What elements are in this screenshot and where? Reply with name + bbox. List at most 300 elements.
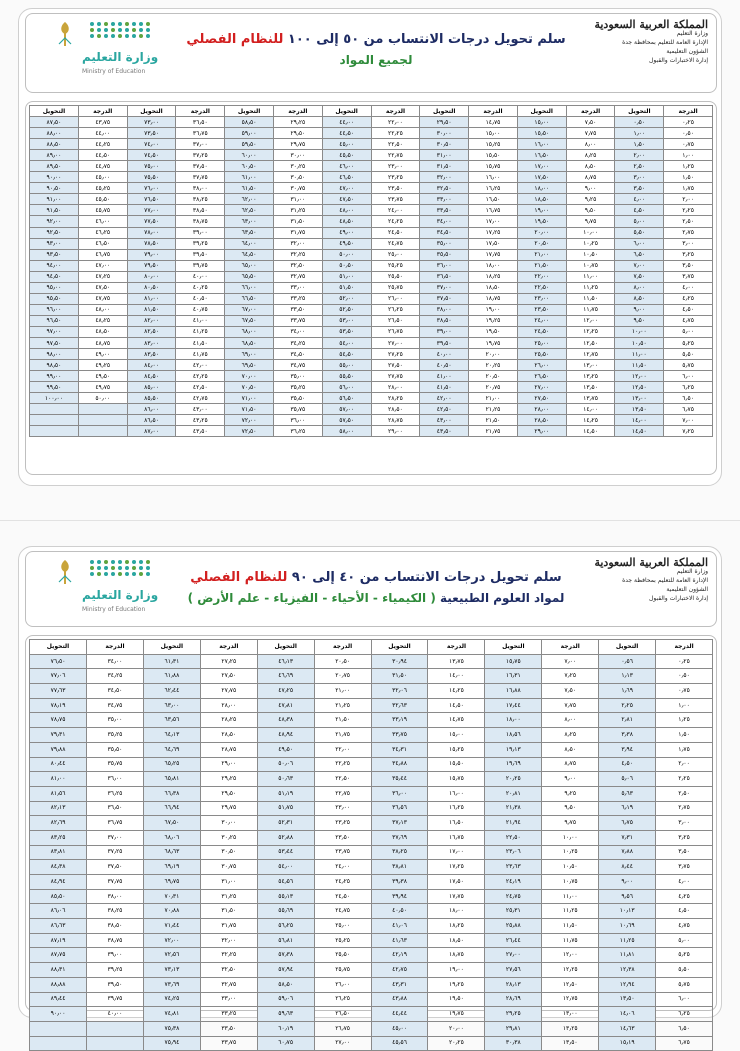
grade-cell: ١٩٫٢٥ bbox=[428, 977, 485, 992]
converted-cell: ٨٧٫١٩ bbox=[30, 933, 87, 948]
converted-cell: ٨٤٫٠٠ bbox=[127, 360, 176, 371]
grade-cell: ٣٠٫٥٠ bbox=[273, 172, 322, 183]
converted-cell: ١٨٫٠٠ bbox=[485, 713, 542, 728]
grade-cell: ١٤٫٠٠ bbox=[566, 404, 615, 415]
converted-cell: ٨٫٠٠ bbox=[615, 282, 664, 293]
converted-cell: ٦٩٫٧٥ bbox=[143, 875, 200, 890]
grade-cell: ١٠٫٠٠ bbox=[542, 830, 599, 845]
table-row bbox=[30, 713, 713, 728]
grade-cell: ٢٨٫٢٥ bbox=[371, 393, 420, 404]
converted-cell: ٥١٫٠٠ bbox=[322, 271, 371, 282]
converted-cell: ٤٣٫٣١ bbox=[371, 977, 428, 992]
grade-cell: ٣٦٫٠٠ bbox=[87, 772, 144, 787]
grade-cell: ١٦٫٠٠ bbox=[469, 172, 518, 183]
grade-cell: ١٢٫٥٠ bbox=[566, 337, 615, 348]
table-row bbox=[30, 801, 713, 816]
table-row bbox=[30, 128, 713, 139]
grade-cell: ٣٥٫٠٠ bbox=[87, 713, 144, 728]
converted-cell: ٥٢٫٥٠ bbox=[322, 304, 371, 315]
table-row bbox=[30, 161, 713, 172]
converted-cell: ٥٠٫٠٦ bbox=[257, 757, 314, 772]
conversion-grid bbox=[25, 635, 717, 1047]
converted-cell: ٤٦٫٠٠ bbox=[322, 161, 371, 172]
affairs-name: الشؤون التعليمية bbox=[666, 586, 708, 593]
converted-cell: ٦٣٫٠٠ bbox=[143, 698, 200, 713]
grade-cell: ١١٫٠٠ bbox=[542, 889, 599, 904]
converted-cell: ٧٣٫٠٠ bbox=[127, 117, 176, 128]
grade-cell: ٤٫٢٥ bbox=[664, 293, 713, 304]
grade-cell: ٣٫٧٥ bbox=[656, 860, 713, 875]
grade-cell: ١٣٫٥٠ bbox=[542, 1036, 599, 1051]
converted-cell: ٣٤٫٥٠ bbox=[420, 227, 469, 238]
converted-cell: ٨٨٫٣١ bbox=[30, 963, 87, 978]
grade-table-sheet-50-100 bbox=[18, 8, 722, 486]
header-grade: الدرجة bbox=[469, 106, 518, 117]
converted-cell: ٦١٫٨٨ bbox=[143, 669, 200, 684]
grade-cell: ٤٥٫٧٥ bbox=[78, 205, 127, 216]
grade-cell: ٤١٫٥٠ bbox=[176, 337, 225, 348]
grade-cell: ٣٣٫٢٥ bbox=[273, 293, 322, 304]
converted-cell: ٧٨٫١٩ bbox=[30, 698, 87, 713]
grade-cell: ٢٤٫٢٥ bbox=[371, 216, 420, 227]
converted-cell: ٨٨٫٥٠ bbox=[30, 139, 79, 150]
grade-cell: ٢٦٫٧٥ bbox=[371, 326, 420, 337]
grade-cell: ١٥٫٥٠ bbox=[428, 757, 485, 772]
grade-cell: ٣٦٫٢٥ bbox=[273, 426, 322, 437]
converted-cell: ٧٧٫٥٠ bbox=[127, 216, 176, 227]
grade-cell: ١٣٫٧٥ bbox=[428, 654, 485, 669]
grade-cell: ٠٫٢٥ bbox=[656, 654, 713, 669]
grade-cell: ٣٩٫٧٥ bbox=[87, 992, 144, 1007]
converted-cell: ١١٫٥٠ bbox=[615, 360, 664, 371]
grade-cell: ٢٦٫٠٠ bbox=[314, 977, 371, 992]
converted-cell: ٩٥٫٥٠ bbox=[30, 293, 79, 304]
dots-icon bbox=[90, 560, 151, 576]
grade-cell: ٢٣٫٧٥ bbox=[371, 194, 420, 205]
header-converted: التحويل bbox=[322, 106, 371, 117]
grade-cell: ٣٨٫٥٠ bbox=[87, 919, 144, 934]
converted-cell: ١٫٦٩ bbox=[599, 684, 656, 699]
grade-cell: ٧٫٥٠ bbox=[542, 684, 599, 699]
converted-cell: ٣٨٫٥٠ bbox=[420, 315, 469, 326]
grade-cell: ١٠٫٢٥ bbox=[566, 238, 615, 249]
converted-cell: ٧٣٫١٣ bbox=[143, 963, 200, 978]
header-converted: التحويل bbox=[371, 640, 428, 655]
converted-cell: ٥٣٫٠٠ bbox=[322, 315, 371, 326]
converted-cell: ٧٠٫٣١ bbox=[143, 889, 200, 904]
grade-cell: ٣١٫٠٠ bbox=[273, 194, 322, 205]
grade-cell: ٨٫٥٠ bbox=[566, 161, 615, 172]
grade-cell: ٣٩٫٠٠ bbox=[87, 948, 144, 963]
grade-cell: ٣٤٫٧٥ bbox=[87, 698, 144, 713]
converted-cell: ٥٨٫٥٠ bbox=[225, 117, 274, 128]
table-row bbox=[30, 1021, 713, 1036]
grade-cell: ٢٧٫٠٠ bbox=[314, 1036, 371, 1051]
grade-cell: ٧٫٢٥ bbox=[664, 426, 713, 437]
grade-cell: ٢٣٫٢٥ bbox=[371, 172, 420, 183]
grade-cell: ٣٢٫٢٥ bbox=[200, 948, 257, 963]
grade-cell: ٣٧٫٠٠ bbox=[176, 139, 225, 150]
converted-cell: ٢٤٫٠٠ bbox=[517, 315, 566, 326]
table-row bbox=[30, 772, 713, 787]
subtitle-subject: لمواد العلوم الطبيعية bbox=[440, 591, 565, 605]
converted-cell: ٦٧٫٠٠ bbox=[225, 304, 274, 315]
converted-cell: ٢٥٫٠٠ bbox=[517, 337, 566, 348]
grade-cell: ١٦٫٧٥ bbox=[469, 205, 518, 216]
grade-cell: ١٩٫٧٥ bbox=[428, 1007, 485, 1022]
grade-cell: ٢٧٫٠٠ bbox=[371, 337, 420, 348]
grade-cell: ١٦٫٥٠ bbox=[428, 816, 485, 831]
converted-cell: ١٣٫٥٠ bbox=[599, 992, 656, 1007]
grade-cell: ٤٫٢٥ bbox=[656, 889, 713, 904]
logo-arabic-text: وزارة التعليم bbox=[82, 588, 159, 602]
converted-cell: ٧٥٫٩٤ bbox=[143, 1036, 200, 1051]
grade-cell: ٢١٫٧٥ bbox=[314, 728, 371, 743]
grade-cell: ٢٩٫٠٠ bbox=[371, 426, 420, 437]
converted-cell: ٥٨٫٠٠ bbox=[322, 426, 371, 437]
grade-cell: ٣٩٫٥٠ bbox=[87, 977, 144, 992]
converted-cell: ٧٩٫٨٨ bbox=[30, 742, 87, 757]
grade-cell: ٢٦٫٠٠ bbox=[371, 293, 420, 304]
converted-cell: ٥٧٫٩٤ bbox=[257, 963, 314, 978]
kingdom-name: المملكة العربية السعودية bbox=[594, 556, 708, 569]
converted-cell: ٢٢٫٥٠ bbox=[517, 282, 566, 293]
grade-cell: ٢٠٫٥٠ bbox=[469, 371, 518, 382]
converted-cell: ٩٨٫٥٠ bbox=[30, 360, 79, 371]
grade-cell: ٤٤٫٥٠ bbox=[78, 150, 127, 161]
converted-cell: ٢٣٫٠٠ bbox=[517, 293, 566, 304]
converted-cell: ٦٨٫٦٣ bbox=[143, 845, 200, 860]
converted-cell: ٣٩٫٩٤ bbox=[371, 889, 428, 904]
table-row bbox=[30, 326, 713, 337]
converted-cell: ٩٫٠٠ bbox=[615, 304, 664, 315]
converted-cell: ٦٦٫٥٠ bbox=[225, 293, 274, 304]
admin-name: الإدارة العامة للتعليم بمحافظة جدة bbox=[622, 39, 708, 46]
grade-cell: ١٠٫٧٥ bbox=[566, 260, 615, 271]
table-row bbox=[30, 238, 713, 249]
converted-cell: ٤٧٫٠٠ bbox=[322, 183, 371, 194]
grade-cell: ٤٣٫٢٥ bbox=[176, 415, 225, 426]
converted-cell: ١٧٫٥٠ bbox=[517, 172, 566, 183]
grade-cell: ٢٤٫٢٥ bbox=[314, 875, 371, 890]
converted-cell: ٧٢٫٠٠ bbox=[225, 415, 274, 426]
converted-cell: ٢٫٢٥ bbox=[599, 698, 656, 713]
converted-cell: ٨٥٫٥٠ bbox=[127, 393, 176, 404]
converted-cell: ٢٥٫٥٠ bbox=[517, 349, 566, 360]
title-text: سلم تحويل درجات الانتساب من ٥٠ إلى ١٠٠ bbox=[283, 32, 566, 47]
table-row bbox=[30, 669, 713, 684]
grade-cell: ١٣٫٢٥ bbox=[542, 1021, 599, 1036]
table-row bbox=[30, 371, 713, 382]
table-row bbox=[30, 415, 713, 426]
grade-cell: ٤٩٫٧٥ bbox=[78, 382, 127, 393]
grade-cell: ٢٨٫٥٠ bbox=[200, 728, 257, 743]
header-grade: الدرجة bbox=[314, 640, 371, 655]
grade-cell: ١١٫٢٥ bbox=[566, 282, 615, 293]
converted-cell: ٢٠٫٥٠ bbox=[517, 238, 566, 249]
table-row bbox=[30, 742, 713, 757]
converted-cell: ٧٦٫٥٠ bbox=[30, 654, 87, 669]
converted-cell: ١٣٫٥٠ bbox=[615, 404, 664, 415]
converted-cell: ٩٣٫٠٠ bbox=[30, 238, 79, 249]
grade-cell: ٢٣٫٧٥ bbox=[314, 845, 371, 860]
converted-cell: ٦٨٫٠٠ bbox=[225, 326, 274, 337]
grade-cell: ٢٦٫٢٥ bbox=[314, 992, 371, 1007]
converted-cell: ٨٣٫٠٠ bbox=[127, 337, 176, 348]
converted-cell: ٣٨٫٢٥ bbox=[371, 845, 428, 860]
converted-cell: ٥٩٫٦٣ bbox=[257, 1007, 314, 1022]
grade-cell: ٣٠٫٠٠ bbox=[273, 150, 322, 161]
grade-cell: ٣٩٫٧٥ bbox=[176, 260, 225, 271]
table-row bbox=[30, 933, 713, 948]
table-row bbox=[30, 183, 713, 194]
converted-cell: ٢٣٫٥٠ bbox=[517, 304, 566, 315]
converted-cell: ٥٩٫٠٠ bbox=[225, 128, 274, 139]
converted-cell: ٤٨٫٥٠ bbox=[322, 216, 371, 227]
grade-cell: ٢١٫٠٠ bbox=[314, 684, 371, 699]
grade-cell: ١٨٫٥٠ bbox=[428, 933, 485, 948]
conversion-grid bbox=[25, 101, 717, 475]
converted-cell: ٢٤٫٥٠ bbox=[517, 326, 566, 337]
grade-cell: ٤٦٫٢٥ bbox=[78, 227, 127, 238]
grade-cell: ٠٫٢٥ bbox=[664, 117, 713, 128]
page-divider bbox=[0, 520, 740, 521]
grade-cell: ٧٫٢٥ bbox=[542, 669, 599, 684]
converted-cell: ١٩٫١٣ bbox=[485, 742, 542, 757]
converted-cell: ٩٤٫٥٠ bbox=[30, 271, 79, 282]
grade-cell: ١٧٫٠٠ bbox=[469, 216, 518, 227]
converted-cell: ٥٣٫٥٠ bbox=[322, 326, 371, 337]
converted-cell: ٣٠٫٣٨ bbox=[485, 1036, 542, 1051]
ministry-name: وزارة التعليم bbox=[676, 30, 708, 37]
grade-cell: ٥٫٢٥ bbox=[664, 337, 713, 348]
table-row bbox=[30, 349, 713, 360]
grade-cell: ١٢٫٧٥ bbox=[542, 992, 599, 1007]
grade-cell: ٣٢٫٢٥ bbox=[273, 249, 322, 260]
grade-cell: ٢٠٫٧٥ bbox=[314, 669, 371, 684]
converted-cell: ٣٤٫٨٨ bbox=[371, 757, 428, 772]
table-row bbox=[30, 117, 713, 128]
converted-cell: ٧٩٫٥٠ bbox=[127, 260, 176, 271]
grade-cell: ٢٢٫٢٥ bbox=[371, 128, 420, 139]
title-text: سلم تحويل درجات الانتساب من ٤٠ إلى ٩٠ bbox=[287, 570, 562, 585]
kingdom-name: المملكة العربية السعودية bbox=[594, 18, 708, 31]
table-row bbox=[30, 260, 713, 271]
grade-cell: ١٨٫٥٠ bbox=[469, 282, 518, 293]
converted-cell: ١٦٫٥٠ bbox=[517, 150, 566, 161]
grade-cell: ٣٣٫٥٠ bbox=[200, 1021, 257, 1036]
grade-cell: ٢٫٢٥ bbox=[656, 772, 713, 787]
converted-cell: ٣٦٫٥٠ bbox=[420, 271, 469, 282]
grade-cell: ١٫٢٥ bbox=[664, 161, 713, 172]
converted-cell: ٥٨٫٥٠ bbox=[257, 977, 314, 992]
header-grade: الدرجة bbox=[428, 640, 485, 655]
converted-cell: ٧٦٫٠٠ bbox=[127, 183, 176, 194]
converted-cell: ٦١٫٥٠ bbox=[225, 183, 274, 194]
grade-cell: ٤٨٫٥٠ bbox=[78, 326, 127, 337]
converted-cell: ١٦٫٠٠ bbox=[517, 139, 566, 150]
table-row bbox=[30, 150, 713, 161]
grade-cell: ١١٫٥٠ bbox=[566, 293, 615, 304]
grade-cell: ٤٧٫٥٠ bbox=[78, 282, 127, 293]
grade-cell: ٢٫٥٠ bbox=[664, 216, 713, 227]
admin-name: الإدارة العامة للتعليم بمحافظة جدة bbox=[622, 577, 708, 584]
converted-cell: ٣٫٩٤ bbox=[599, 742, 656, 757]
grade-cell: ١٧٫٥٠ bbox=[428, 875, 485, 890]
converted-cell: ١٠٫٦٩ bbox=[599, 919, 656, 934]
converted-cell: ٢٫٨١ bbox=[599, 713, 656, 728]
grade-cell: ٤٩٫٥٠ bbox=[78, 371, 127, 382]
grade-cell: ٣٣٫٥٠ bbox=[273, 304, 322, 315]
table-row bbox=[30, 172, 713, 183]
converted-cell: ٩٧٫٥٠ bbox=[30, 337, 79, 348]
grade-cell: ١٦٫٢٥ bbox=[469, 183, 518, 194]
grade-cell: ٢٥٫٠٠ bbox=[371, 249, 420, 260]
converted-cell bbox=[30, 1036, 87, 1051]
grade-cell: ٣٦٫٧٥ bbox=[87, 816, 144, 831]
converted-cell: ٤٥٫٥٦ bbox=[371, 1036, 428, 1051]
grade-cell: ٤١٫٢٥ bbox=[176, 326, 225, 337]
converted-cell: ١٣٫٠٠ bbox=[615, 393, 664, 404]
grade-cell: ٢٥٫٢٥ bbox=[314, 933, 371, 948]
grade-cell: ٥٫٢٥ bbox=[656, 948, 713, 963]
grade-cell: ٣٤٫٠٠ bbox=[87, 654, 144, 669]
converted-cell: ٩٠٫٠٠ bbox=[30, 1007, 87, 1022]
converted-cell: ٣٨٫٨١ bbox=[371, 860, 428, 875]
grade-cell: ١٦٫٥٠ bbox=[469, 194, 518, 205]
grade-cell: ٣٨٫٢٥ bbox=[87, 904, 144, 919]
grade-cell: ٢٤٫٥٠ bbox=[314, 889, 371, 904]
grade-cell: ٥٫٧٥ bbox=[656, 977, 713, 992]
header-converted: التحويل bbox=[599, 640, 656, 655]
converted-cell: ٥٫٠٦ bbox=[599, 772, 656, 787]
grade-cell: ٤٧٫٧٥ bbox=[78, 293, 127, 304]
grade-cell: ٤٧٫٠٠ bbox=[78, 260, 127, 271]
grade-cell: ١٥٫٠٠ bbox=[428, 728, 485, 743]
converted-cell: ٨٤٫٥٠ bbox=[127, 371, 176, 382]
grade-cell: ١٩٫٠٠ bbox=[428, 963, 485, 978]
converted-cell: ١١٫٠٠ bbox=[615, 349, 664, 360]
grade-cell: ٧٫٧٥ bbox=[566, 128, 615, 139]
grade-cell: ٤٥٫٠٠ bbox=[78, 172, 127, 183]
grade-cell: ٣٣٫٠٠ bbox=[200, 992, 257, 1007]
converted-cell: ٥٦٫٠٠ bbox=[322, 382, 371, 393]
table-row bbox=[30, 904, 713, 919]
grade-cell: ٣٤٫٠٠ bbox=[273, 326, 322, 337]
converted-cell: ٨٠٫٠٠ bbox=[127, 271, 176, 282]
table-row bbox=[30, 875, 713, 890]
converted-cell: ٤٦٫١٣ bbox=[257, 654, 314, 669]
grade-cell: ٣٠٫٧٥ bbox=[200, 860, 257, 875]
grade-cell: ١٤٫٧٥ bbox=[428, 713, 485, 728]
converted-cell: ١٨٫٠٠ bbox=[517, 183, 566, 194]
grade-cell bbox=[78, 426, 127, 437]
converted-cell: ٩٫٥٦ bbox=[599, 889, 656, 904]
converted-cell: ٤٧٫٢٥ bbox=[257, 684, 314, 699]
converted-cell: ٢٨٫٠٠ bbox=[517, 404, 566, 415]
converted-cell: ٣٢٫٠٦ bbox=[371, 684, 428, 699]
converted-cell: ٣٠٫٥٠ bbox=[420, 139, 469, 150]
converted-cell: ٩٢٫٠٠ bbox=[30, 216, 79, 227]
grade-cell: ٨٫٧٥ bbox=[566, 172, 615, 183]
converted-cell: ٦١٫٠٠ bbox=[225, 172, 274, 183]
converted-cell: ٥١٫١٩ bbox=[257, 786, 314, 801]
grade-cell: ١٣٫٧٥ bbox=[566, 393, 615, 404]
grade-cell: ٢٫٧٥ bbox=[664, 227, 713, 238]
grade-cell: ٢١٫٥٠ bbox=[314, 713, 371, 728]
grade-cell: ٣٫٠٠ bbox=[656, 816, 713, 831]
grade-cell: ١٢٫٠٠ bbox=[566, 315, 615, 326]
grade-cell: ٢٥٫٥٠ bbox=[314, 948, 371, 963]
converted-cell: ٨٢٫٠٠ bbox=[127, 315, 176, 326]
converted-cell: ٨٠٫٥٠ bbox=[127, 282, 176, 293]
table-row bbox=[30, 860, 713, 875]
grade-cell: ١٥٫٧٥ bbox=[469, 161, 518, 172]
converted-cell: ٧٫٠٠ bbox=[615, 260, 664, 271]
grade-cell: ٤٢٫٥٠ bbox=[176, 382, 225, 393]
department-name: إدارة الاختبارات والقبول bbox=[648, 57, 708, 64]
converted-cell: ٣٫٣٨ bbox=[599, 728, 656, 743]
converted-cell: ٩٦٫٥٠ bbox=[30, 315, 79, 326]
converted-cell: ٧٩٫٠٠ bbox=[127, 249, 176, 260]
grade-cell: ٢١٫٢٥ bbox=[469, 404, 518, 415]
header-grade: الدرجة bbox=[273, 106, 322, 117]
grade-cell: ٣١٫٢٥ bbox=[200, 889, 257, 904]
converted-cell: ٩٫٠٠ bbox=[599, 875, 656, 890]
grade-cell: ٢٤٫٧٥ bbox=[371, 238, 420, 249]
converted-cell: ١٠٫١٣ bbox=[599, 904, 656, 919]
grade-cell: ٣٢٫٠٠ bbox=[273, 238, 322, 249]
converted-cell: ٣٢٫٥٠ bbox=[420, 183, 469, 194]
converted-cell: ٦٩٫٠٠ bbox=[225, 349, 274, 360]
converted-cell: ٤٠٫٥٠ bbox=[371, 904, 428, 919]
converted-cell: ٩٦٫٠٠ bbox=[30, 304, 79, 315]
table-row bbox=[30, 757, 713, 772]
converted-cell: ٥٫٥٠ bbox=[615, 227, 664, 238]
converted-cell: ٨٢٫١٣ bbox=[30, 801, 87, 816]
grade-cell: ١٠٫٥٠ bbox=[542, 860, 599, 875]
converted-cell: ١٫١٣ bbox=[599, 669, 656, 684]
grade-cell bbox=[87, 1021, 144, 1036]
converted-cell: ٥٧٫٠٠ bbox=[322, 404, 371, 415]
converted-cell: ٢٠٫٢٥ bbox=[485, 772, 542, 787]
converted-cell: ٣٥٫٠٠ bbox=[420, 238, 469, 249]
grade-cell: ٤٫٥٠ bbox=[656, 904, 713, 919]
converted-cell: ٣٧٫٠٠ bbox=[420, 282, 469, 293]
converted-cell: ٦٤٫٠٠ bbox=[225, 238, 274, 249]
header-grade: الدرجة bbox=[200, 640, 257, 655]
grade-cell: ٣٦٫٠٠ bbox=[273, 415, 322, 426]
converted-cell: ٧٫٣١ bbox=[599, 830, 656, 845]
sheet-title bbox=[186, 32, 566, 67]
converted-cell: ٤٧٫٨١ bbox=[257, 698, 314, 713]
grade-cell: ٢٦٫٢٥ bbox=[371, 304, 420, 315]
converted-cell: ٢٠٫٨١ bbox=[485, 786, 542, 801]
header-grade: الدرجة bbox=[542, 640, 599, 655]
converted-cell: ٢٢٫٠٠ bbox=[517, 271, 566, 282]
grade-table-sheet-40-90 bbox=[18, 546, 722, 1047]
converted-cell: ٤١٫٠٠ bbox=[420, 371, 469, 382]
converted-cell: ٧٢٫٥٠ bbox=[225, 426, 274, 437]
converted-cell bbox=[30, 415, 79, 426]
grade-cell: ١٨٫٠٠ bbox=[469, 260, 518, 271]
grade-cell: ٢١٫٧٥ bbox=[469, 426, 518, 437]
grade-cell: ٢٤٫٠٠ bbox=[371, 205, 420, 216]
grade-cell: ١٥٫٢٥ bbox=[428, 742, 485, 757]
converted-cell: ٢٦٫٥٠ bbox=[517, 371, 566, 382]
grade-cell: ٢٠٫٠٠ bbox=[428, 1021, 485, 1036]
grade-cell: ١٫٧٥ bbox=[656, 742, 713, 757]
